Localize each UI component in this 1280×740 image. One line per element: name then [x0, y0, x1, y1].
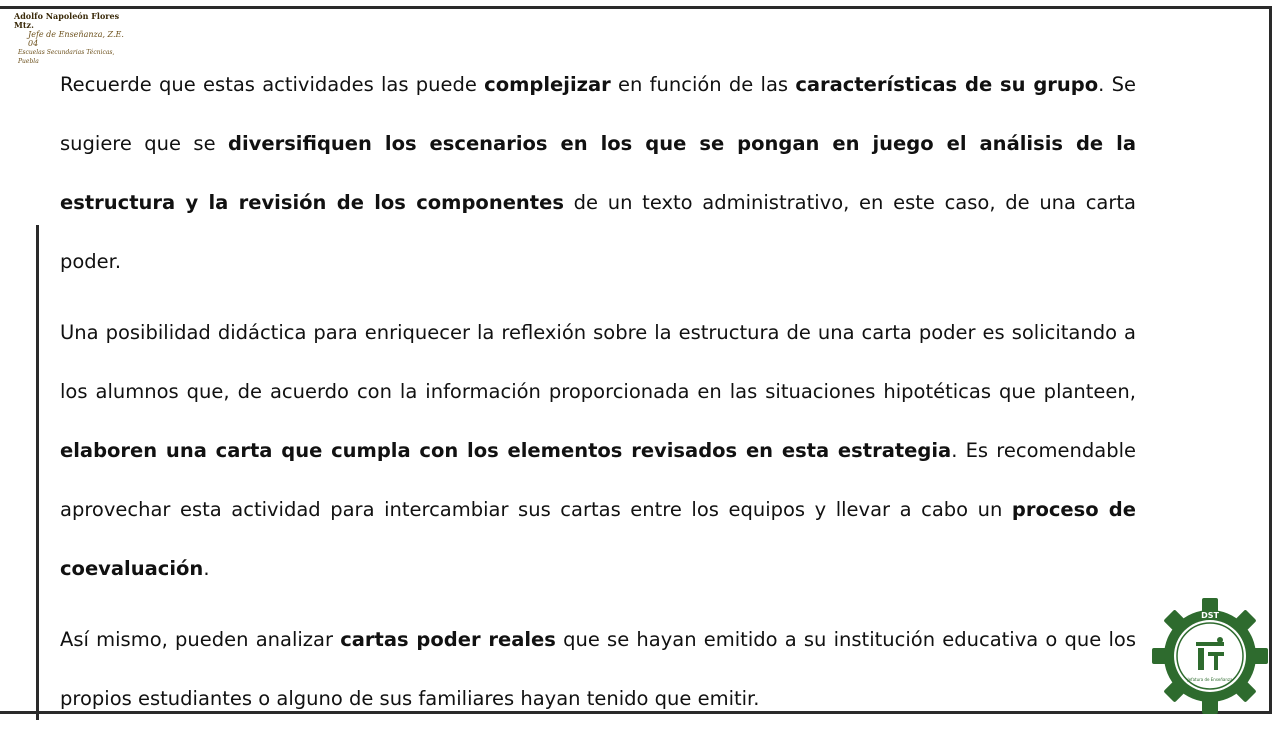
body-text: Una posibilidad didáctica para enriquecer la reflexión sobre la estructura de una carta poder es solicitando a los alumnos que, de acuerdo con la información proporcionada en las situaciones hipotéticas que planteen,: [60, 321, 1136, 403]
frame-left-border: [36, 225, 39, 720]
logo-subtitle: Escuelas Secundarias Técnicas, Puebla: [18, 49, 115, 65]
emphasis-text: cartas poder reales: [340, 628, 556, 651]
logo-name: Adolfo Napoleón Flores Mtz.: [14, 11, 120, 30]
seal-top-text: DST: [1201, 611, 1219, 620]
body-paragraph: [60, 55, 1136, 291]
author-logo: [14, 11, 134, 65]
logo-role: Jefe de Enseñanza, Z.E. 04: [28, 30, 124, 48]
body-paragraph: [60, 610, 1136, 728]
emphasis-text: características de su grupo: [795, 73, 1099, 96]
body-text: Así mismo, pueden analizar: [60, 628, 341, 651]
seal-bottom-text: Jefatura de Enseñanza: [1187, 677, 1233, 682]
frame-top-border: [0, 6, 1270, 9]
body-text: Recuerde que estas actividades las puede: [60, 73, 485, 96]
body-text: . Se sugiere que se: [60, 73, 1136, 155]
body-paragraph: [60, 303, 1136, 598]
emphasis-text: complejizar: [484, 73, 611, 96]
slide-body: [60, 55, 1136, 740]
body-text: de un texto administrativo, en este caso, de una carta poder.: [60, 191, 1136, 273]
emphasis-text: diversifiquen los escenarios en los que se pongan en juego el análisis de la estructura y la revisión de los componentes: [60, 132, 1136, 214]
body-text: que se hayan emitido a su institución educativa o que los propios estudiantes o alguno de sus familiares hayan tenido que emitir.: [60, 628, 1137, 710]
emphasis-text: elaboren una carta que cumpla con los elementos revisados en esta estrategia: [60, 439, 952, 462]
body-text: . Es recomendable aprovechar esta actividad para intercambiar sus cartas entre los equipos y llevar a cabo un: [60, 439, 1136, 521]
emphasis-text: proceso de coevaluación: [60, 498, 1136, 580]
body-text: en función de las: [610, 73, 796, 96]
body-text: .: [203, 557, 210, 580]
dst-seal-logo: [1150, 596, 1270, 716]
